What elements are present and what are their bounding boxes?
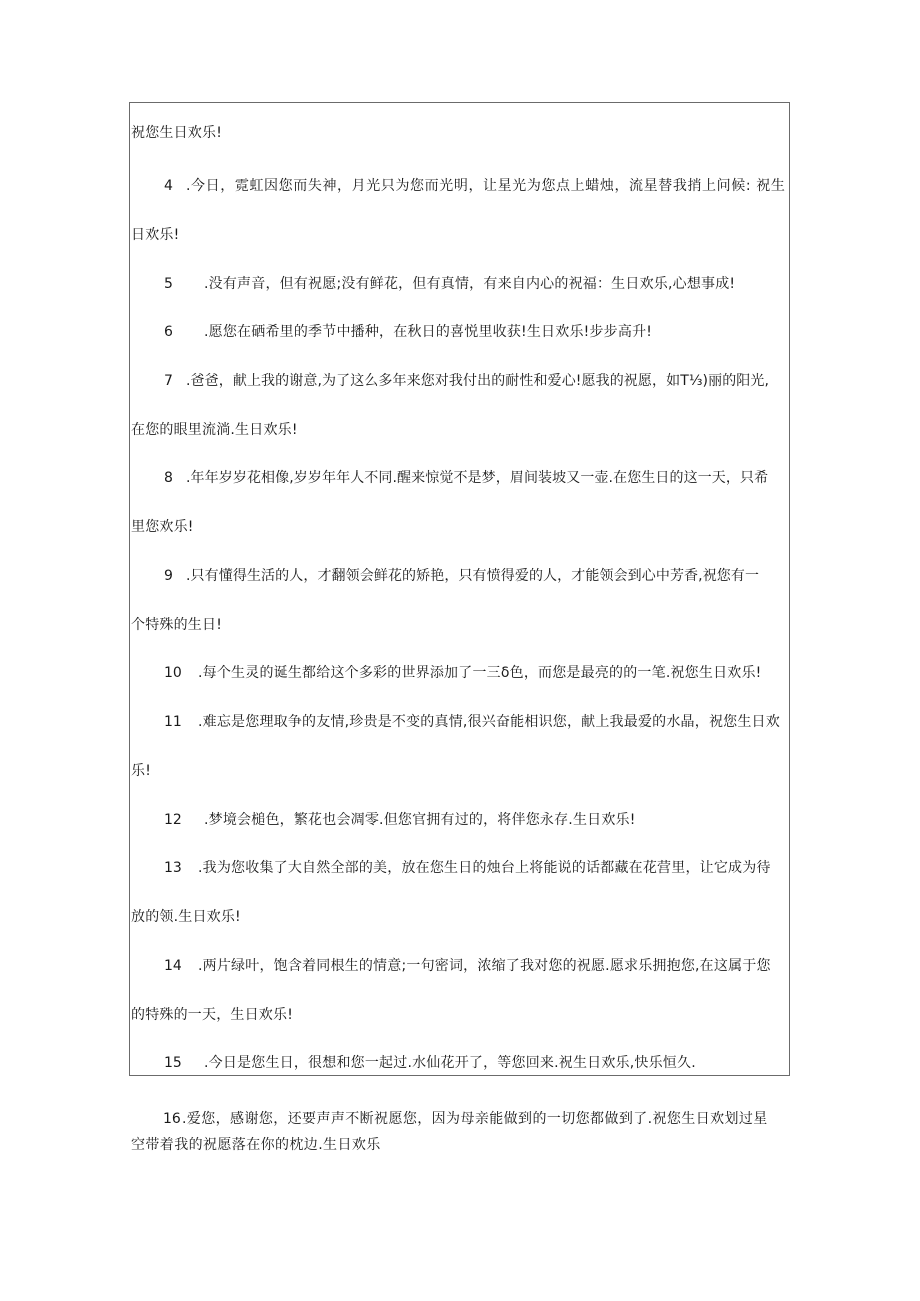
item-text: .我为您收集了大自然全部的美，放在您生日的烛台上将能说的话都藏在花营里，让它成为待 xyxy=(198,860,771,876)
item-text: .爸爸，献上我的谢意,为了这么多年来您对我付出的耐性和爱心!愿我的祝愿，如T⅓)丽的阳光, xyxy=(186,373,770,389)
tail-text: .爱您，感谢您，还要声声不断祝愿您，因为母亲能做到的一切您都做到了.祝您生日欢划过星 xyxy=(182,1111,768,1127)
item-number: 15 xyxy=(164,1055,182,1071)
item-text: .两片绿叶，饱含着同根生的情意;一句密词，浓缩了我对您的祝愿.愿求乐拥抱您,在这属于您 xyxy=(198,958,771,974)
item-number: 11 xyxy=(164,714,182,730)
item-number: 5 xyxy=(164,276,173,292)
item-number: 10 xyxy=(164,665,182,681)
item-text-continued: 日欢乐! xyxy=(131,227,180,243)
item-text: .年年岁岁花相像,岁岁年年人不同.醒来惊觉不是梦，眉间装坡又一壶.在您生日的这一天，只希 xyxy=(186,470,769,486)
item-text: .难忘是您理取争的友情,珍贵是不变的真情,很兴奋能相识您，献上我最爱的水晶，祝您生日欢 xyxy=(198,714,780,730)
item-number: 14 xyxy=(164,958,182,974)
item-text: .愿您在硒希里的季节中播种，在秋日的喜悦里收获!生日欢乐!步步高升! xyxy=(204,324,653,340)
lead-line: 祝您生日欢乐! xyxy=(131,125,223,141)
item-text-continued: 个特殊的生日! xyxy=(131,617,223,633)
document-frame xyxy=(129,102,790,1076)
item-text: .每个生灵的诞生都给这个多彩的世界添加了一三δ色，而您是最亮的的一笔.祝您生日欢乐! xyxy=(198,665,762,681)
tail-number: 16 xyxy=(163,1111,181,1127)
item-number: 9 xyxy=(164,568,173,584)
item-number: 6 xyxy=(164,324,173,340)
item-number: 13 xyxy=(164,860,182,876)
item-number: 12 xyxy=(164,812,182,828)
item-number: 4 xyxy=(164,178,173,194)
item-text-continued: 乐! xyxy=(131,763,152,779)
item-text: .没有声音，但有祝愿;没有鲜花，但有真情，有来自内心的祝福：生日欢乐,心想事成! xyxy=(204,276,736,292)
item-text: .今日，霓虹因您而失神，月光只为您而光明，让星光为您点上蜡烛，流星替我捎上问候: 祝生 xyxy=(186,178,786,194)
item-text: .梦境会槌色，繁花也会凋零.但您官拥有过的，将伴您永存.生日欢乐! xyxy=(204,812,636,828)
item-text-continued: 的特殊的一天，生日欢乐! xyxy=(131,1007,294,1023)
item-text: .今日是您生日，很想和您一起过.水仙花开了，等您回来.祝生日欢乐,快乐恒久. xyxy=(204,1055,696,1071)
item-text-continued: 在您的眼里流淌.生日欢乐! xyxy=(131,422,298,438)
item-text-continued: 里您欢乐! xyxy=(131,519,194,535)
item-text-continued: 放的领.生日欢乐! xyxy=(131,909,241,925)
item-number: 8 xyxy=(164,470,173,486)
item-text: .只有懂得生活的人，才翻领会鲜花的矫艳，只有愤得爱的人，才能领会到心中芳香,祝您有一 xyxy=(186,568,760,584)
tail-text-continued: 空带着我的祝愿落在你的枕边.生日欢乐 xyxy=(131,1137,381,1153)
item-number: 7 xyxy=(164,373,173,389)
